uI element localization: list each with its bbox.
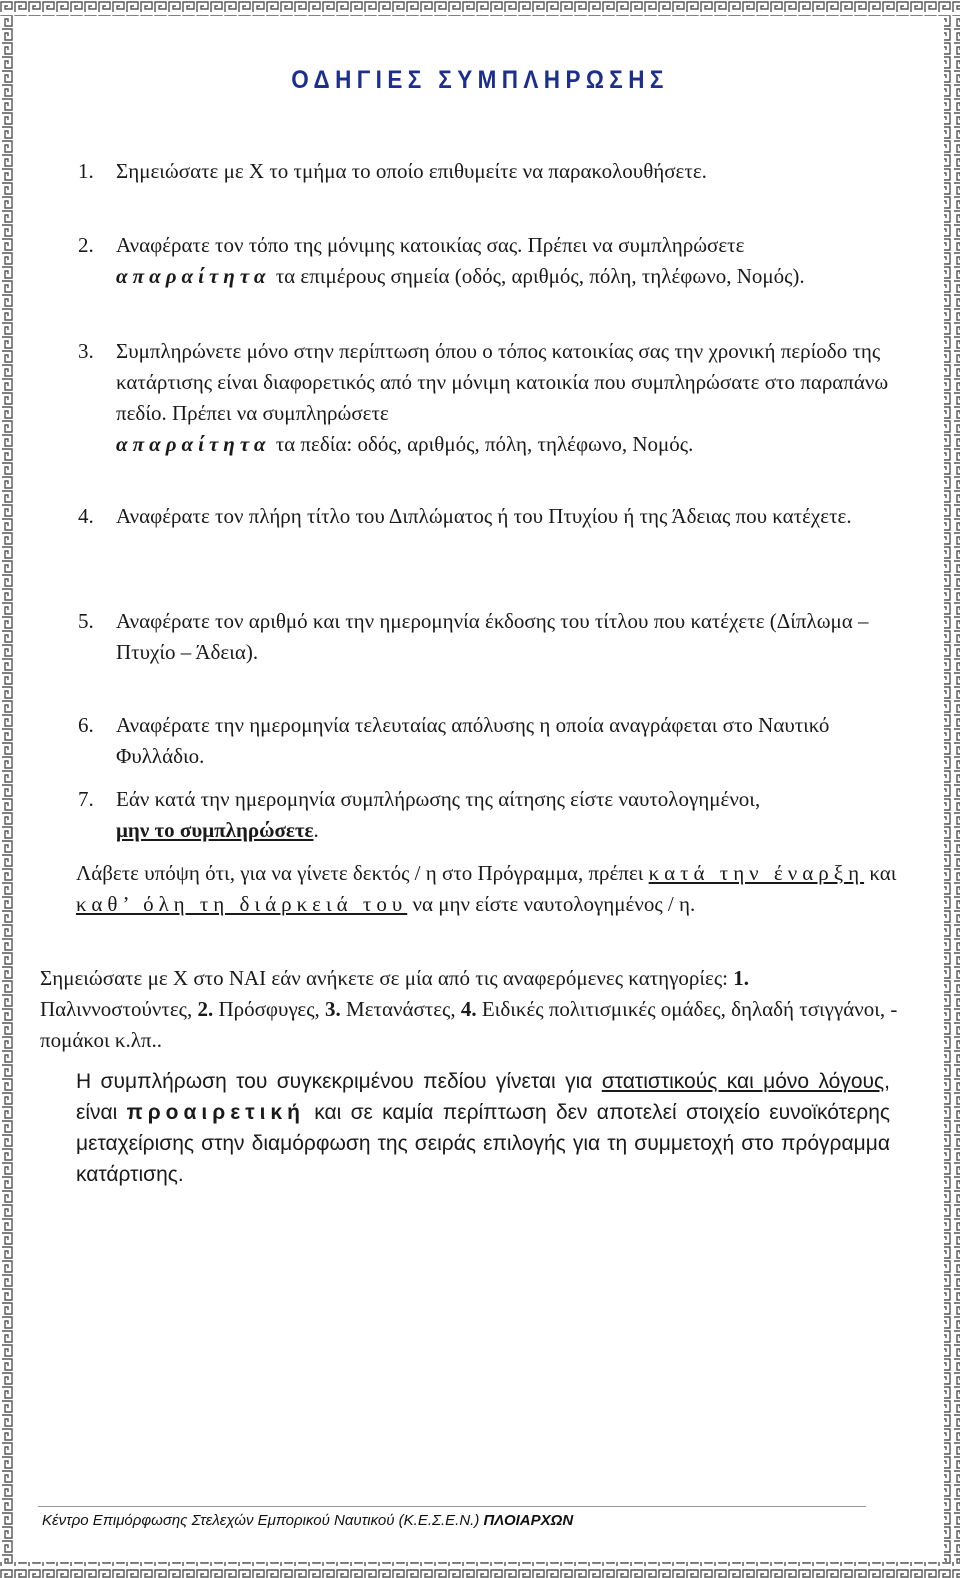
- item-number: 7.: [78, 787, 94, 811]
- emphasis-required: απαραίτητα: [116, 264, 271, 288]
- footer: [42, 1512, 573, 1529]
- instruction-item-2: [78, 230, 898, 292]
- instruction-item-1: [78, 156, 898, 187]
- item-text: Σημειώσατε με X το τμήμα το οποίο επιθυμείτε να παρακολουθήσετε.: [116, 159, 707, 183]
- footer-organization: Κέντρο Επιμόρφωσης Στελεχών Εμπορικού Ναυτικού (Κ.Ε.Σ.Ε.Ν.): [42, 1512, 484, 1529]
- item-text: Συμπληρώνετε μόνο στην περίπτωση όπου ο τόπος κατοικίας σας την χρονική περίοδο της κατάρτισης είναι διαφορετικός από την μόνιμη κατοικία που συμπληρώσατε στο παραπάνω πεδίο. Πρέπει να συμπληρώσετε απαραίτητα τα πεδία: οδός, αριθμός, πόλη, τηλέφωνο, Νομός.: [116, 339, 889, 456]
- item-text: Αναφέρατε τον αριθμό και την ημερομηνία έκδοσης του τίτλου που κατέχετε (Δίπλωμα – Πτυχίο – Άδεια).: [116, 609, 869, 664]
- item-text: Αναφέρατε την ημερομηνία τελευταίας απόλυσης η οποία αναγράφεται στο Ναυτικό Φυλλάδιο.: [116, 713, 830, 768]
- category-note: Σημειώσατε με X στο ΝΑΙ εάν ανήκετε σε μία από τις αναφερόμενες κατηγορίες: 1. Παλιννοστούντες, 2. Πρόσφυγες, 3. Μετανάστες, 4. Ειδικές πολιτισμικές ομάδες, δηλαδή τσιγγάνοι, - πομάκοι κ.λπ..: [40, 966, 898, 1052]
- instruction-item-7: [78, 784, 898, 846]
- instruction-item-3: [78, 336, 898, 460]
- item-number: 6.: [78, 713, 94, 737]
- item-text: Αναφέρατε τον πλήρη τίτλο του Διπλώματος ή του Πτυχίου ή της Άδειας που κατέχετε.: [116, 504, 852, 528]
- page-title: ΟΔΗΓΙΕΣ ΣΥΜΠΛΗΡΩΣΗΣ: [291, 66, 669, 94]
- emphasis-optional: προαιρετική: [126, 1101, 305, 1124]
- item-number: 4.: [78, 504, 94, 528]
- instruction-item-4: [78, 501, 898, 532]
- item-number: 3.: [78, 339, 94, 363]
- eligibility-note: Λάβετε υπόψη ότι, για να γίνετε δεκτός / η στο Πρόγραμμα, πρέπει κατά την έναρξη και καθ’ όλη τη διάρκειά του να μην είστε ναυτολογημένος / η.: [76, 861, 897, 916]
- instruction-item-6: [78, 710, 898, 772]
- statistical-purposes: στατιστικούς και μόνο λόγους: [601, 1070, 885, 1093]
- emphasis-at-start: κατά την έναρξη: [648, 861, 865, 885]
- item-number: 2.: [78, 233, 94, 257]
- emphasis-do-not-fill: μην το συμπληρώσετε: [116, 818, 314, 842]
- item-number: 5.: [78, 609, 94, 633]
- optional-disclaimer: Η συμπλήρωση του συγκεκριμένου πεδίου γίνεται για στατιστικούς και μόνο λόγους, είναι προαιρετική και σε καμία περίπτωση δεν αποτελεί στοιχείο ευνοϊκότερης μεταχείρισης στην διαμόρφωση της σειράς επιλογής για τη συμμετοχή στο πρόγραμμα κατάρτισης.: [76, 1070, 890, 1186]
- emphasis-required: απαραίτητα: [116, 432, 271, 456]
- instruction-item-5: [78, 606, 898, 668]
- footer-location: ΠΛΟΙΑΡΧΩΝ: [483, 1512, 574, 1529]
- emphasis-duration: καθ’ όλη τη διάρκειά του: [76, 892, 408, 916]
- footer-divider: [38, 1506, 866, 1507]
- item-number: 1.: [78, 159, 94, 183]
- item-text: Αναφέρατε τον τόπο της μόνιμης κατοικίας σας. Πρέπει να συμπληρώσετε απαραίτητα τα επιμέρους σημεία (οδός, αριθμός, πόλη, τηλέφωνο, Νομός).: [116, 233, 805, 288]
- item-text: Εάν κατά την ημερομηνία συμπλήρωσης της αίτησης είστε ναυτολογημένοι, μην το συμπληρώσετε.: [116, 787, 761, 842]
